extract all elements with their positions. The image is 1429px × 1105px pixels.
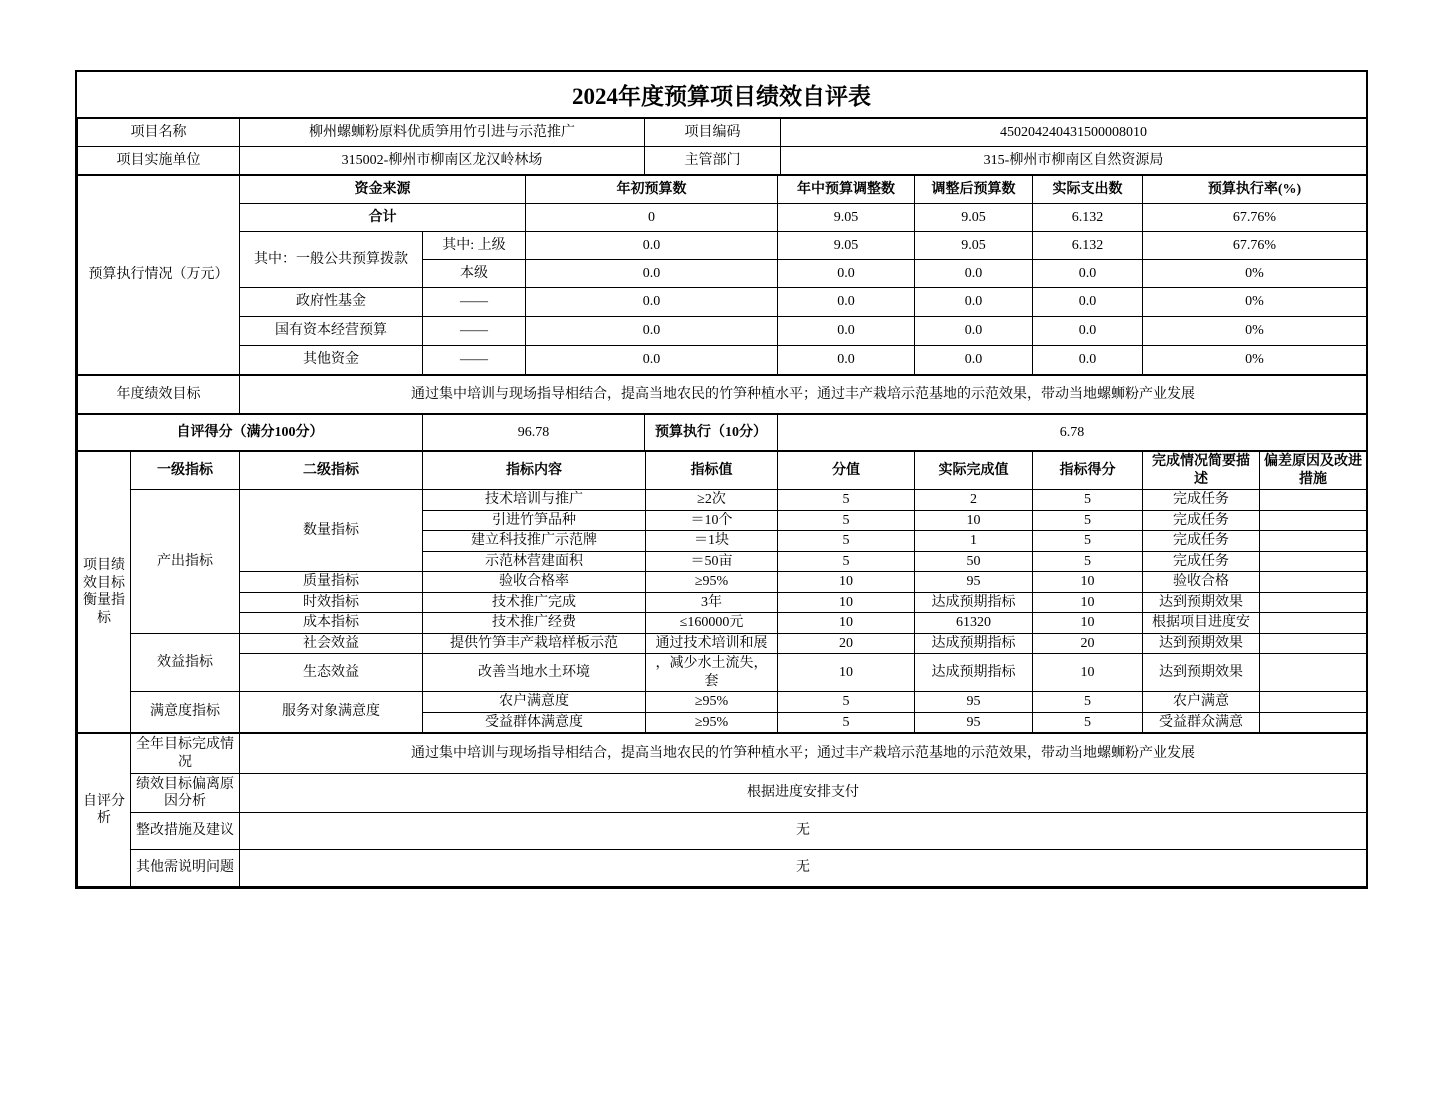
indicator-got: 10 xyxy=(1033,613,1143,634)
indicator-target: ＝50亩 xyxy=(646,551,778,572)
budget-exec-score-value: 6.78 xyxy=(778,415,1367,451)
indicator-content: 农户满意度 xyxy=(423,692,646,713)
budget-total-row xyxy=(78,204,1367,232)
dept-label: 主管部门 xyxy=(645,147,781,175)
indicator-score: 10 xyxy=(778,613,915,634)
implement-unit-row xyxy=(78,147,1367,175)
indicator-desc: 达到预期效果 xyxy=(1143,592,1260,613)
budget-section-label: 预算执行情况（万元） xyxy=(78,176,240,375)
budget-upper-spend: 6.132 xyxy=(1033,232,1143,260)
indicator-desc: 达到预期效果 xyxy=(1143,654,1260,692)
budget-header-initial: 年初预算数 xyxy=(526,176,778,204)
indicator-deviation xyxy=(1260,572,1367,593)
budget-total-label: 合计 xyxy=(240,204,526,232)
indicator-content: 技术推广经费 xyxy=(423,613,646,634)
level2-service: 服务对象满意度 xyxy=(240,692,423,733)
analysis-label: 绩效目标偏离原因分析 xyxy=(131,774,240,813)
level2-social: 社会效益 xyxy=(240,633,423,654)
indicator-got: 20 xyxy=(1033,633,1143,654)
indicator-deviation xyxy=(1260,531,1367,552)
indicator-got: 5 xyxy=(1033,692,1143,713)
indicator-score: 5 xyxy=(778,531,915,552)
analysis-row xyxy=(78,813,1367,850)
budget-header-source: 资金来源 xyxy=(240,176,526,204)
score-table xyxy=(77,414,1367,451)
indicator-row xyxy=(78,592,1367,613)
implement-unit-value: 315002-柳州市柳南区龙汉岭林场 xyxy=(240,147,645,175)
budget-other-rate: 0% xyxy=(1143,346,1367,375)
indicator-desc: 受益群众满意 xyxy=(1143,712,1260,733)
indicator-got: 10 xyxy=(1033,654,1143,692)
budget-state-capital-dash: —— xyxy=(423,317,526,346)
indicator-desc: 农户满意 xyxy=(1143,692,1260,713)
annual-goal-label: 年度绩效目标 xyxy=(78,376,240,414)
indicator-actual: 95 xyxy=(915,712,1033,733)
self-score-value: 96.78 xyxy=(423,415,645,451)
self-evaluation-form xyxy=(75,70,1368,889)
basic-info-table xyxy=(77,118,1367,175)
indicator-deviation xyxy=(1260,551,1367,572)
budget-other-row xyxy=(78,346,1367,375)
indicator-row xyxy=(78,613,1367,634)
budget-local-initial: 0.0 xyxy=(526,260,778,288)
budget-gov-fund-row xyxy=(78,288,1367,317)
analysis-row xyxy=(78,774,1367,813)
indicator-deviation xyxy=(1260,490,1367,511)
indicator-desc: 达到预期效果 xyxy=(1143,633,1260,654)
analysis-row xyxy=(78,734,1367,774)
indicator-target: ≥2次 xyxy=(646,490,778,511)
indicator-actual: 61320 xyxy=(915,613,1033,634)
budget-state-capital-spend: 0.0 xyxy=(1033,317,1143,346)
budget-gov-fund-rate: 0% xyxy=(1143,288,1367,317)
budget-total-rate: 67.76% xyxy=(1143,204,1367,232)
indicator-actual: 达成预期指标 xyxy=(915,654,1033,692)
form-title: 2024年度预算项目绩效自评表 xyxy=(77,72,1366,118)
indicator-got: 5 xyxy=(1033,712,1143,733)
analysis-row xyxy=(78,850,1367,887)
indicator-deviation xyxy=(1260,592,1367,613)
indicator-score: 5 xyxy=(778,692,915,713)
indicator-actual: 1 xyxy=(915,531,1033,552)
analysis-text: 根据进度安排支付 xyxy=(240,774,1367,813)
dept-value: 315-柳州市柳南区自然资源局 xyxy=(781,147,1367,175)
indicator-score: 10 xyxy=(778,592,915,613)
indicator-actual: 95 xyxy=(915,692,1033,713)
indicator-actual: 达成预期指标 xyxy=(915,633,1033,654)
indicator-desc: 完成任务 xyxy=(1143,531,1260,552)
project-code-label: 项目编码 xyxy=(645,119,781,147)
level2-quality: 质量指标 xyxy=(240,572,423,593)
project-name-row xyxy=(78,119,1367,147)
indicator-content: 技术推广完成 xyxy=(423,592,646,613)
indicator-deviation xyxy=(1260,712,1367,733)
level2-timeliness: 时效指标 xyxy=(240,592,423,613)
analysis-text: 无 xyxy=(240,813,1367,850)
annual-goal-table xyxy=(77,375,1367,414)
budget-header-actual-spend: 实际支出数 xyxy=(1033,176,1143,204)
budget-other-spend: 0.0 xyxy=(1033,346,1143,375)
indicator-score: 5 xyxy=(778,490,915,511)
indicator-content: 验收合格率 xyxy=(423,572,646,593)
budget-state-capital-row xyxy=(78,317,1367,346)
indicator-desc: 完成任务 xyxy=(1143,490,1260,511)
annual-goal-text: 通过集中培训与现场指导相结合，提高当地农民的竹笋种植水平；通过丰产栽培示范基地的示范效果，带动当地螺蛳粉产业发展 xyxy=(240,376,1367,414)
header-actual: 实际完成值 xyxy=(915,452,1033,490)
analysis-label: 全年目标完成情况 xyxy=(131,734,240,774)
indicator-table xyxy=(77,451,1367,733)
header-target: 指标值 xyxy=(646,452,778,490)
budget-local-spend: 0.0 xyxy=(1033,260,1143,288)
indicator-got: 5 xyxy=(1033,551,1143,572)
header-level2: 二级指标 xyxy=(240,452,423,490)
indicator-target: ≥95% xyxy=(646,692,778,713)
budget-state-capital-adjusted: 0.0 xyxy=(915,317,1033,346)
indicator-header-row xyxy=(78,452,1367,490)
indicator-target: ≥95% xyxy=(646,712,778,733)
budget-state-capital-label: 国有资本经营预算 xyxy=(240,317,423,346)
indicator-score: 5 xyxy=(778,712,915,733)
budget-state-capital-mid: 0.0 xyxy=(778,317,915,346)
header-level1: 一级指标 xyxy=(131,452,240,490)
indicator-actual: 10 xyxy=(915,510,1033,531)
budget-gov-fund-spend: 0.0 xyxy=(1033,288,1143,317)
indicator-got: 10 xyxy=(1033,572,1143,593)
self-score-label: 自评得分（满分100分） xyxy=(78,415,423,451)
analysis-section-label: 自评分析 xyxy=(78,734,131,887)
indicator-row xyxy=(78,490,1367,511)
indicator-got: 5 xyxy=(1033,531,1143,552)
analysis-table xyxy=(77,733,1367,887)
level2-eco: 生态效益 xyxy=(240,654,423,692)
indicator-content: 建立科技推广示范牌 xyxy=(423,531,646,552)
header-desc: 完成情况简要描述 xyxy=(1143,452,1260,490)
indicator-score: 10 xyxy=(778,654,915,692)
indicator-row xyxy=(78,654,1367,692)
indicator-content: 引进竹笋品种 xyxy=(423,510,646,531)
project-name-label: 项目名称 xyxy=(78,119,240,147)
indicator-target: ＝1块 xyxy=(646,531,778,552)
budget-gov-fund-adjusted: 0.0 xyxy=(915,288,1033,317)
budget-upper-label: 其中: 上级 xyxy=(423,232,526,260)
budget-local-mid: 0.0 xyxy=(778,260,915,288)
project-code-value: 450204240431500008010 xyxy=(781,119,1367,147)
indicator-target: ≥95% xyxy=(646,572,778,593)
budget-gov-fund-initial: 0.0 xyxy=(526,288,778,317)
budget-state-capital-initial: 0.0 xyxy=(526,317,778,346)
indicator-actual: 95 xyxy=(915,572,1033,593)
indicator-content: 提供竹笋丰产栽培样板示范 xyxy=(423,633,646,654)
header-score: 分值 xyxy=(778,452,915,490)
budget-other-dash: —— xyxy=(423,346,526,375)
budget-header-mid-adjust: 年中预算调整数 xyxy=(778,176,915,204)
budget-upper-mid: 9.05 xyxy=(778,232,915,260)
budget-total-mid: 9.05 xyxy=(778,204,915,232)
project-name-value: 柳州螺蛳粉原料优质笋用竹引进与示范推广 xyxy=(240,119,645,147)
budget-table xyxy=(77,175,1367,375)
indicator-content: 技术培训与推广 xyxy=(423,490,646,511)
indicator-desc: 根据项目进度安 xyxy=(1143,613,1260,634)
analysis-label: 其他需说明问题 xyxy=(131,850,240,887)
budget-upper-rate: 67.76% xyxy=(1143,232,1367,260)
indicator-deviation xyxy=(1260,692,1367,713)
budget-total-spend: 6.132 xyxy=(1033,204,1143,232)
indicator-actual: 50 xyxy=(915,551,1033,572)
budget-total-initial: 0 xyxy=(526,204,778,232)
indicator-deviation xyxy=(1260,510,1367,531)
indicator-deviation xyxy=(1260,654,1367,692)
budget-local-rate: 0% xyxy=(1143,260,1367,288)
indicator-row xyxy=(78,692,1367,713)
level2-quantity: 数量指标 xyxy=(240,490,423,572)
indicator-score: 10 xyxy=(778,572,915,593)
indicator-score: 20 xyxy=(778,633,915,654)
indicator-target: 通过技术培训和展 xyxy=(646,633,778,654)
level1-benefit: 效益指标 xyxy=(131,633,240,692)
indicator-actual: 2 xyxy=(915,490,1033,511)
indicator-content: 示范林营建面积 xyxy=(423,551,646,572)
indicator-target: ，减少水土流失，套 xyxy=(646,654,778,692)
indicator-target: ≤160000元 xyxy=(646,613,778,634)
analysis-label: 整改措施及建议 xyxy=(131,813,240,850)
budget-gov-fund-dash: —— xyxy=(423,288,526,317)
header-got: 指标得分 xyxy=(1033,452,1143,490)
budget-upper-initial: 0.0 xyxy=(526,232,778,260)
indicator-got: 10 xyxy=(1033,592,1143,613)
indicator-score: 5 xyxy=(778,551,915,572)
level1-satisfaction: 满意度指标 xyxy=(131,692,240,733)
budget-state-capital-rate: 0% xyxy=(1143,317,1367,346)
budget-total-adjusted: 9.05 xyxy=(915,204,1033,232)
annual-goal-row xyxy=(78,376,1367,414)
budget-group-label: 其中：一般公共预算拨款 xyxy=(240,232,423,288)
budget-upper-row xyxy=(78,232,1367,260)
budget-other-initial: 0.0 xyxy=(526,346,778,375)
level2-cost: 成本指标 xyxy=(240,613,423,634)
budget-gov-fund-mid: 0.0 xyxy=(778,288,915,317)
indicator-score: 5 xyxy=(778,510,915,531)
budget-header-exec-rate: 预算执行率(%) xyxy=(1143,176,1367,204)
analysis-text: 通过集中培训与现场指导相结合，提高当地农民的竹笋种植水平；通过丰产栽培示范基地的示范效果，带动当地螺蛳粉产业发展 xyxy=(240,734,1367,774)
indicator-desc: 验收合格 xyxy=(1143,572,1260,593)
indicator-target: ＝10个 xyxy=(646,510,778,531)
indicator-target: 3年 xyxy=(646,592,778,613)
indicator-deviation xyxy=(1260,633,1367,654)
indicator-row xyxy=(78,633,1367,654)
indicator-got: 5 xyxy=(1033,510,1143,531)
indicator-content: 受益群体满意度 xyxy=(423,712,646,733)
budget-exec-score-label: 预算执行（10分） xyxy=(645,415,778,451)
score-row xyxy=(78,415,1367,451)
budget-header-row xyxy=(78,176,1367,204)
indicator-row xyxy=(78,572,1367,593)
header-deviation: 偏差原因及改进措施 xyxy=(1260,452,1367,490)
indicator-got: 5 xyxy=(1033,490,1143,511)
indicator-deviation xyxy=(1260,613,1367,634)
level1-output: 产出指标 xyxy=(131,490,240,634)
analysis-text: 无 xyxy=(240,850,1367,887)
budget-gov-fund-label: 政府性基金 xyxy=(240,288,423,317)
indicator-desc: 完成任务 xyxy=(1143,510,1260,531)
budget-upper-adjusted: 9.05 xyxy=(915,232,1033,260)
budget-local-adjusted: 0.0 xyxy=(915,260,1033,288)
header-content: 指标内容 xyxy=(423,452,646,490)
budget-header-adjusted: 调整后预算数 xyxy=(915,176,1033,204)
indicator-actual: 达成预期指标 xyxy=(915,592,1033,613)
budget-other-adjusted: 0.0 xyxy=(915,346,1033,375)
indicator-section-label: 项目绩效目标衡量指标 xyxy=(78,452,131,733)
indicator-desc: 完成任务 xyxy=(1143,551,1260,572)
budget-other-mid: 0.0 xyxy=(778,346,915,375)
budget-local-label: 本级 xyxy=(423,260,526,288)
implement-unit-label: 项目实施单位 xyxy=(78,147,240,175)
indicator-content: 改善当地水土环境 xyxy=(423,654,646,692)
budget-other-label: 其他资金 xyxy=(240,346,423,375)
